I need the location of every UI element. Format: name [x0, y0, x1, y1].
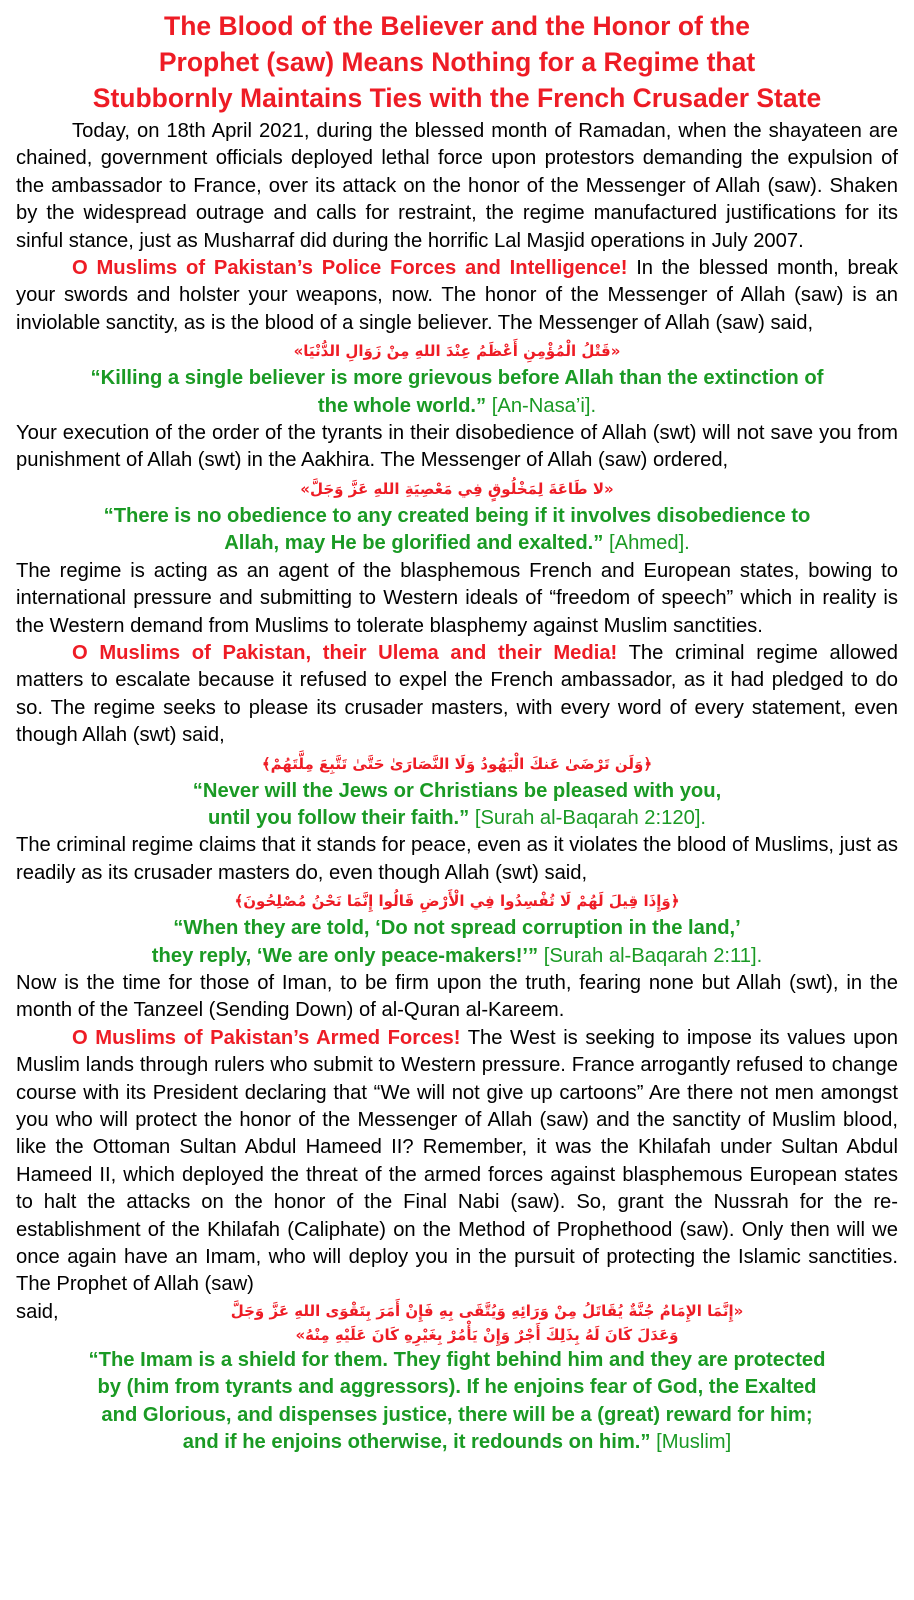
arabic-hadith-3-line-1: «إِنَّمَا الإِمَامُ جُنَّةٌ يُقَاتَلُ مِنْ وَرَائِهِ وَيُتَّقَى بِهِ فَإِنْ أَمَرَ بِتَقْوَى اللهِ عَزَّ وَجَلَّ — [230, 1301, 744, 1320]
paragraph-armed-forces — [16, 1025, 898, 1299]
paragraph-iman: Now is the time for those of Iman, to be firm upon the truth, fearing none but Allah (swt), in the month of the Tanzeel (Sending Down) of al-Quran al-Kareem. — [16, 971, 898, 1022]
quote-5-reference: [Muslim] — [650, 1431, 732, 1454]
title-line-1: The Blood of the Believer and the Honor of the — [164, 11, 750, 41]
paragraph-police — [16, 255, 898, 337]
quote-1-reference: [An-Nasa’i]. — [486, 394, 597, 417]
paragraph-regime-agent: The regime is acting as an agent of the blasphemous French and European states, bowing to international pressure and submitting to Western ideals of “freedom of speech” which in reality is the Western demand from Muslims to tolerate blasphemy against Muslim sanctities. — [16, 559, 898, 637]
arabic-hadith-3-line-2: وَعَدَلَ كَانَ لَهُ بِذَلِكَ أَجْرٌ وَإِنْ يَأْمُرْ بِغَيْرِهِ كَانَ عَلَيْهِ مِنْهُ» — [295, 1325, 679, 1344]
paragraph-police-text: In the blessed month, break your swords and holster your weapons, now. The honor of the Messenger of Allah (saw) is an inviolable sanctity, as is the blood of a single believer. The Messenger of Allah (saw) said, — [16, 257, 898, 334]
arabic-ayah-2: ﴿وَإِذَا قِيلَ لَهُمْ لَا تُفْسِدُوا فِي الْأَرْضِ قَالُوا إِنَّمَا نَحْنُ مُصْلِحُونَ﴾ — [234, 892, 680, 911]
quote-2 — [16, 503, 898, 558]
address-ulema-media: O Muslims of Pakistan, their Ulema and their Media! — [72, 641, 618, 664]
said-row — [16, 1299, 898, 1347]
quote-3-line-2: until you follow their faith.” — [207, 806, 470, 829]
document-title — [16, 8, 898, 116]
paragraph-peace-claim: The criminal regime claims that it stands for peace, even as it violates the blood of Muslims, just as readily as its crusader masters do, even though Allah (swt) said, — [16, 834, 898, 884]
quote-2-reference: [Ahmed]. — [603, 532, 690, 555]
quote-5-line-4: and if he enjoins otherwise, it redounds on him.” — [182, 1431, 651, 1454]
quote-4-line-1: “When they are told, ‘Do not spread corruption in the land,’ — [173, 917, 741, 940]
arabic-ayah-1: ﴿وَلَن تَرْضَىٰ عَنكَ الْيَهُودُ وَلَا النَّصَارَىٰ حَتَّىٰ تَتَّبِعَ مِلَّتَهُمْ﴾ — [261, 754, 653, 773]
address-armed-forces: O Muslims of Pakistan’s Armed Forces! — [72, 1026, 461, 1049]
quote-5-line-1: “The Imam is a shield for them. They fight behind him and they are protected — [88, 1348, 826, 1371]
quote-5-line-3: and Glorious, and dispenses justice, there will be a (great) reward for him; — [101, 1403, 813, 1426]
quote-5 — [16, 1347, 898, 1457]
paragraph-ulema-media-text: The criminal regime allowed matters to escalate because it refused to expel the French ambassador, as it had pledged to do so. The regime seeks to please its crusader masters, with every word of every statement, even though Allah (swt) said, — [16, 641, 899, 747]
quote-1 — [16, 365, 898, 420]
title-line-3: Stubbornly Maintains Ties with the French Crusader State — [92, 83, 822, 113]
quote-3 — [16, 778, 898, 833]
address-police-forces: O Muslims of Pakistan’s Police Forces and Intelligence! — [72, 257, 628, 280]
quote-3-line-1: “Never will the Jews or Christians be pleased with you, — [192, 779, 722, 802]
title-line-2: Prophet (saw) Means Nothing for a Regime that — [158, 47, 756, 77]
quote-3-reference: [Surah al-Baqarah 2:120]. — [469, 806, 707, 829]
quote-1-line-2: the whole world.” — [317, 394, 487, 417]
paragraph-armed-forces-text: The West is seeking to impose its values upon Muslim lands through rulers who submit to Western pressure. France arrogantly refused to change course with its President declaring that “We will not give up cartoons” Are there not men amongst you who will protect the honor of the Messenger of Allah (saw) and the sanctity of Muslim blood, like the Ottoman Sultan Abdul Hameed II? Remember, it was the Khilafah under Sultan Abdul Hameed II, which deployed the threat of the armed forces against blasphemous European states to halt the attacks on the honor of the Final Nabi (saw). So, grant the Nussrah for the re-establishment of the Khilafah (Caliphate) on the Method of Prophethood (saw). Only then will we once again have an Imam, who will deploy you in the pursuit of protecting the Islamic sanctities. The Prophet of Allah (saw) — [16, 1026, 899, 1296]
arabic-hadith-2: «لا طَاعَةَ لِمَخْلُوقٍ فِي مَعْصِيَةِ اللهِ عَزَّ وَجَلَّ» — [300, 479, 614, 498]
quote-4 — [16, 915, 898, 970]
paragraph-execution: Your execution of the order of the tyrants in their disobedience of Allah (swt) will not save you from punishment of Allah (swt) in the Aakhira. The Messenger of Allah (saw) ordered, — [16, 422, 898, 472]
quote-1-line-1: “Killing a single believer is more grievous before Allah than the extinction of — [90, 367, 824, 390]
arabic-hadith-1: «قَتْلُ الْمُؤْمِنِ أَعْظَمُ عِنْدَ اللهِ مِنْ زَوَالِ الدُّنْيَا» — [293, 342, 621, 361]
quote-4-reference: [Surah al-Baqarah 2:11]. — [538, 944, 763, 967]
quote-5-line-2: by (him from tyrants and aggressors). If he enjoins fear of God, the Exalted — [97, 1376, 817, 1399]
quote-4-line-2: they reply, ‘We are only peace-makers!’” — [151, 944, 539, 967]
quote-2-line-1: “There is no obedience to any created being if it involves disobedience to — [103, 504, 811, 527]
paragraph-ulema-media — [16, 640, 898, 750]
said-text: said, — [16, 1300, 59, 1323]
paragraph-intro: Today, on 18th April 2021, during the blessed month of Ramadan, when the shayateen are chained, government officials deployed lethal force upon protestors demanding the expulsion of the ambassador to France, over its attack on the honor of the Messenger of Allah (saw). Shaken by the widespread outrage and calls for restraint, the regime manufactured justifications for its sinful stance, just as Musharraf did during the horrific Lal Masjid operations in July 2007. — [16, 120, 898, 252]
arabic-hadith-3 — [76, 1299, 898, 1347]
quote-2-line-2: Allah, may He be glorified and exalted.” — [224, 532, 604, 555]
